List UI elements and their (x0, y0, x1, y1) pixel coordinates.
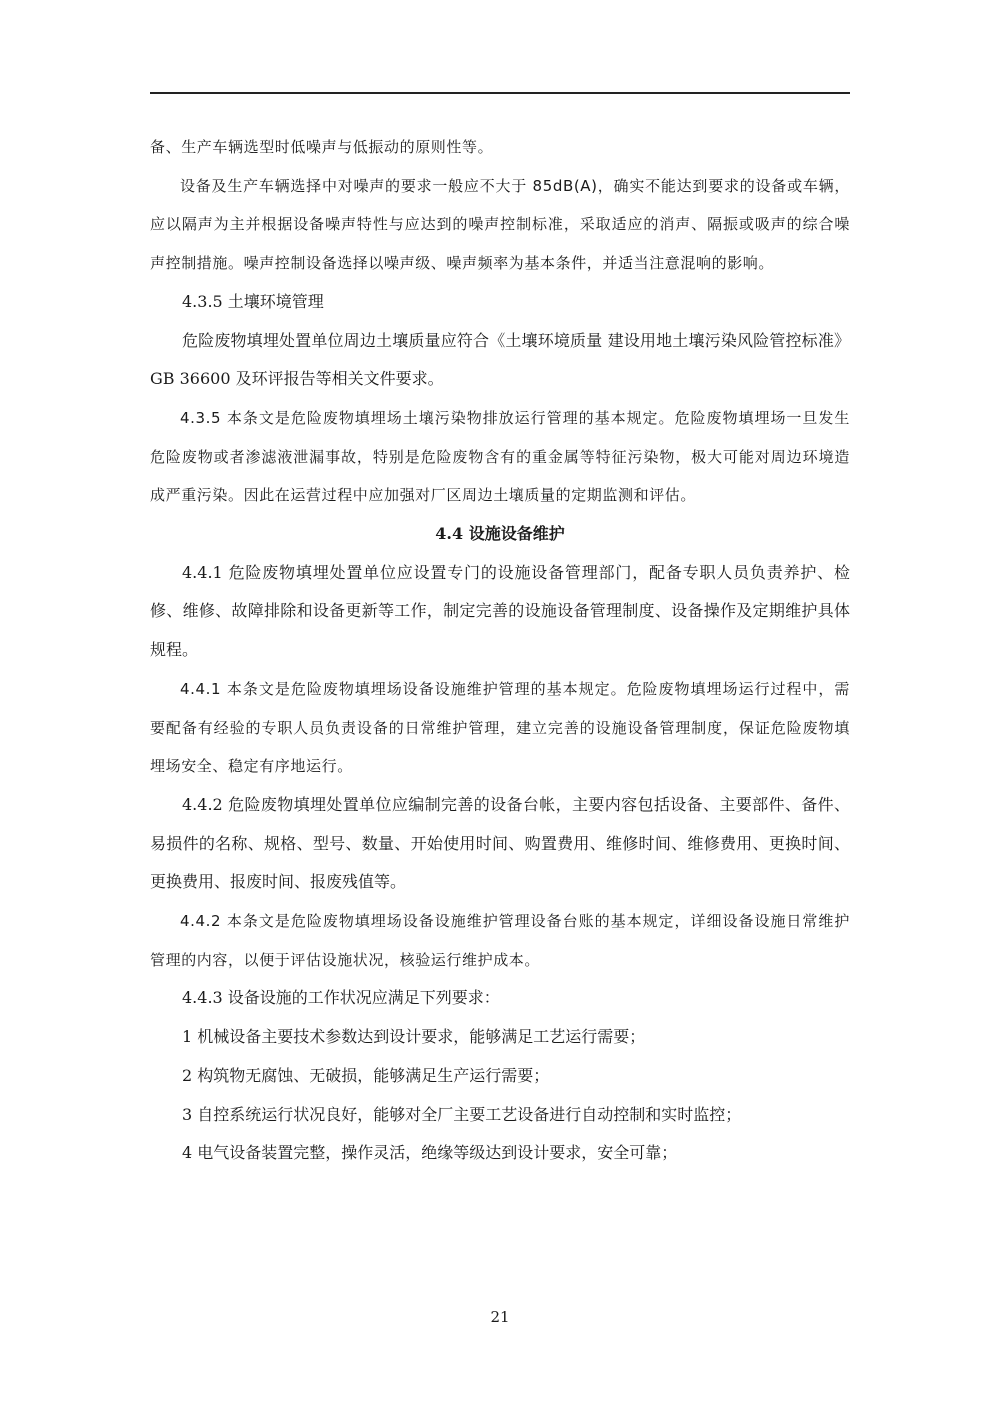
list-item-2: 2 构筑物无腐蚀、无破损，能够满足生产运行需要； (182, 1065, 550, 1085)
clause-4-4-2: 4.4.2 危险废物填埋处置单位应编制完善的设备台帐，主要内容包括设备、主要部件、备件、易损件的名称、规格、型号、数量、开始使用时间、购置费用、维修时间、维修费用、更换时间、更换费用、报废时间、报废残值等。 (150, 794, 850, 892)
noise-requirement-paragraph: 设备及生产车辆选择中对噪声的要求一般应不大于 85dB(A)，确实不能达到要求的设备或车辆，应以隔声为主并根据设备噪声特性与应达到的噪声控制标准，采取适应的消声、隔振或吸声的综合噪声控制措施。噪声控制设备选择以噪声级、噪声频率为基本条件，并适当注意混响的影响。 (150, 176, 850, 273)
list-item-1: 1 机械设备主要技术参数达到设计要求，能够满足工艺运行需要； (182, 1027, 646, 1047)
clause-4-4-3: 4.4.3 设备设施的工作状况应满足下列要求： (182, 988, 500, 1008)
list-item-3: 3 自控系统运行状况良好，能够对全厂主要工艺设备进行自动控制和实时监控； (182, 1104, 742, 1124)
list-item-4: 4 电气设备装置完整，操作灵活，绝缘等级达到设计要求，安全可靠； (182, 1143, 678, 1163)
commentary-4-3-5: 4.3.5 本条文是危险废物填埋场土壤污染物排放运行管理的基本规定。危险废物填埋场一旦发生危险废物或者渗滤液泄漏事故，特别是危险废物含有的重金属等特征污染物，极大可能对周边环境造成严重污染。因此在运营过程中应加强对厂区周边土壤质量的定期监测和评估。 (150, 408, 850, 505)
header-rule (150, 92, 850, 94)
continued-paragraph: 备、生产车辆选型时低噪声与低振动的原则性等。 (150, 138, 494, 156)
clause-4-3-5-text: 危险废物填埋处置单位周边土壤质量应符合《土壤环境质量 建设用地土壤污染风险管控标准》GB 36600 及环评报告等相关文件要求。 (150, 330, 850, 389)
clause-heading-4-3-5: 4.3.5 土壤环境管理 (182, 291, 324, 311)
commentary-4-4-2: 4.4.2 本条文是危险废物填埋场设备设施维护管理设备台账的基本规定，详细设备设施日常维护管理的内容，以便于评估设施状况，核验运行维护成本。 (150, 912, 850, 969)
document-body (150, 128, 850, 1173)
page-number: 21 (490, 1308, 510, 1326)
commentary-4-4-1: 4.4.1 本条文是危险废物填埋场设备设施维护管理的基本规定。危险废物填埋场运行过程中，需要配备有经验的专职人员负责设备的日常维护管理，建立完善的设施设备管理制度，保证危险废物填埋场安全、稳定有序地运行。 (150, 679, 850, 776)
section-title-4-4: 4.4 设施设备维护 (435, 524, 565, 544)
clause-4-4-1: 4.4.1 危险废物填埋处置单位应设置专门的设施设备管理部门，配备专职人员负责养护、检修、维修、故障排除和设备更新等工作，制定完善的设施设备管理制度、设备操作及定期维护具体规程。 (150, 562, 850, 660)
